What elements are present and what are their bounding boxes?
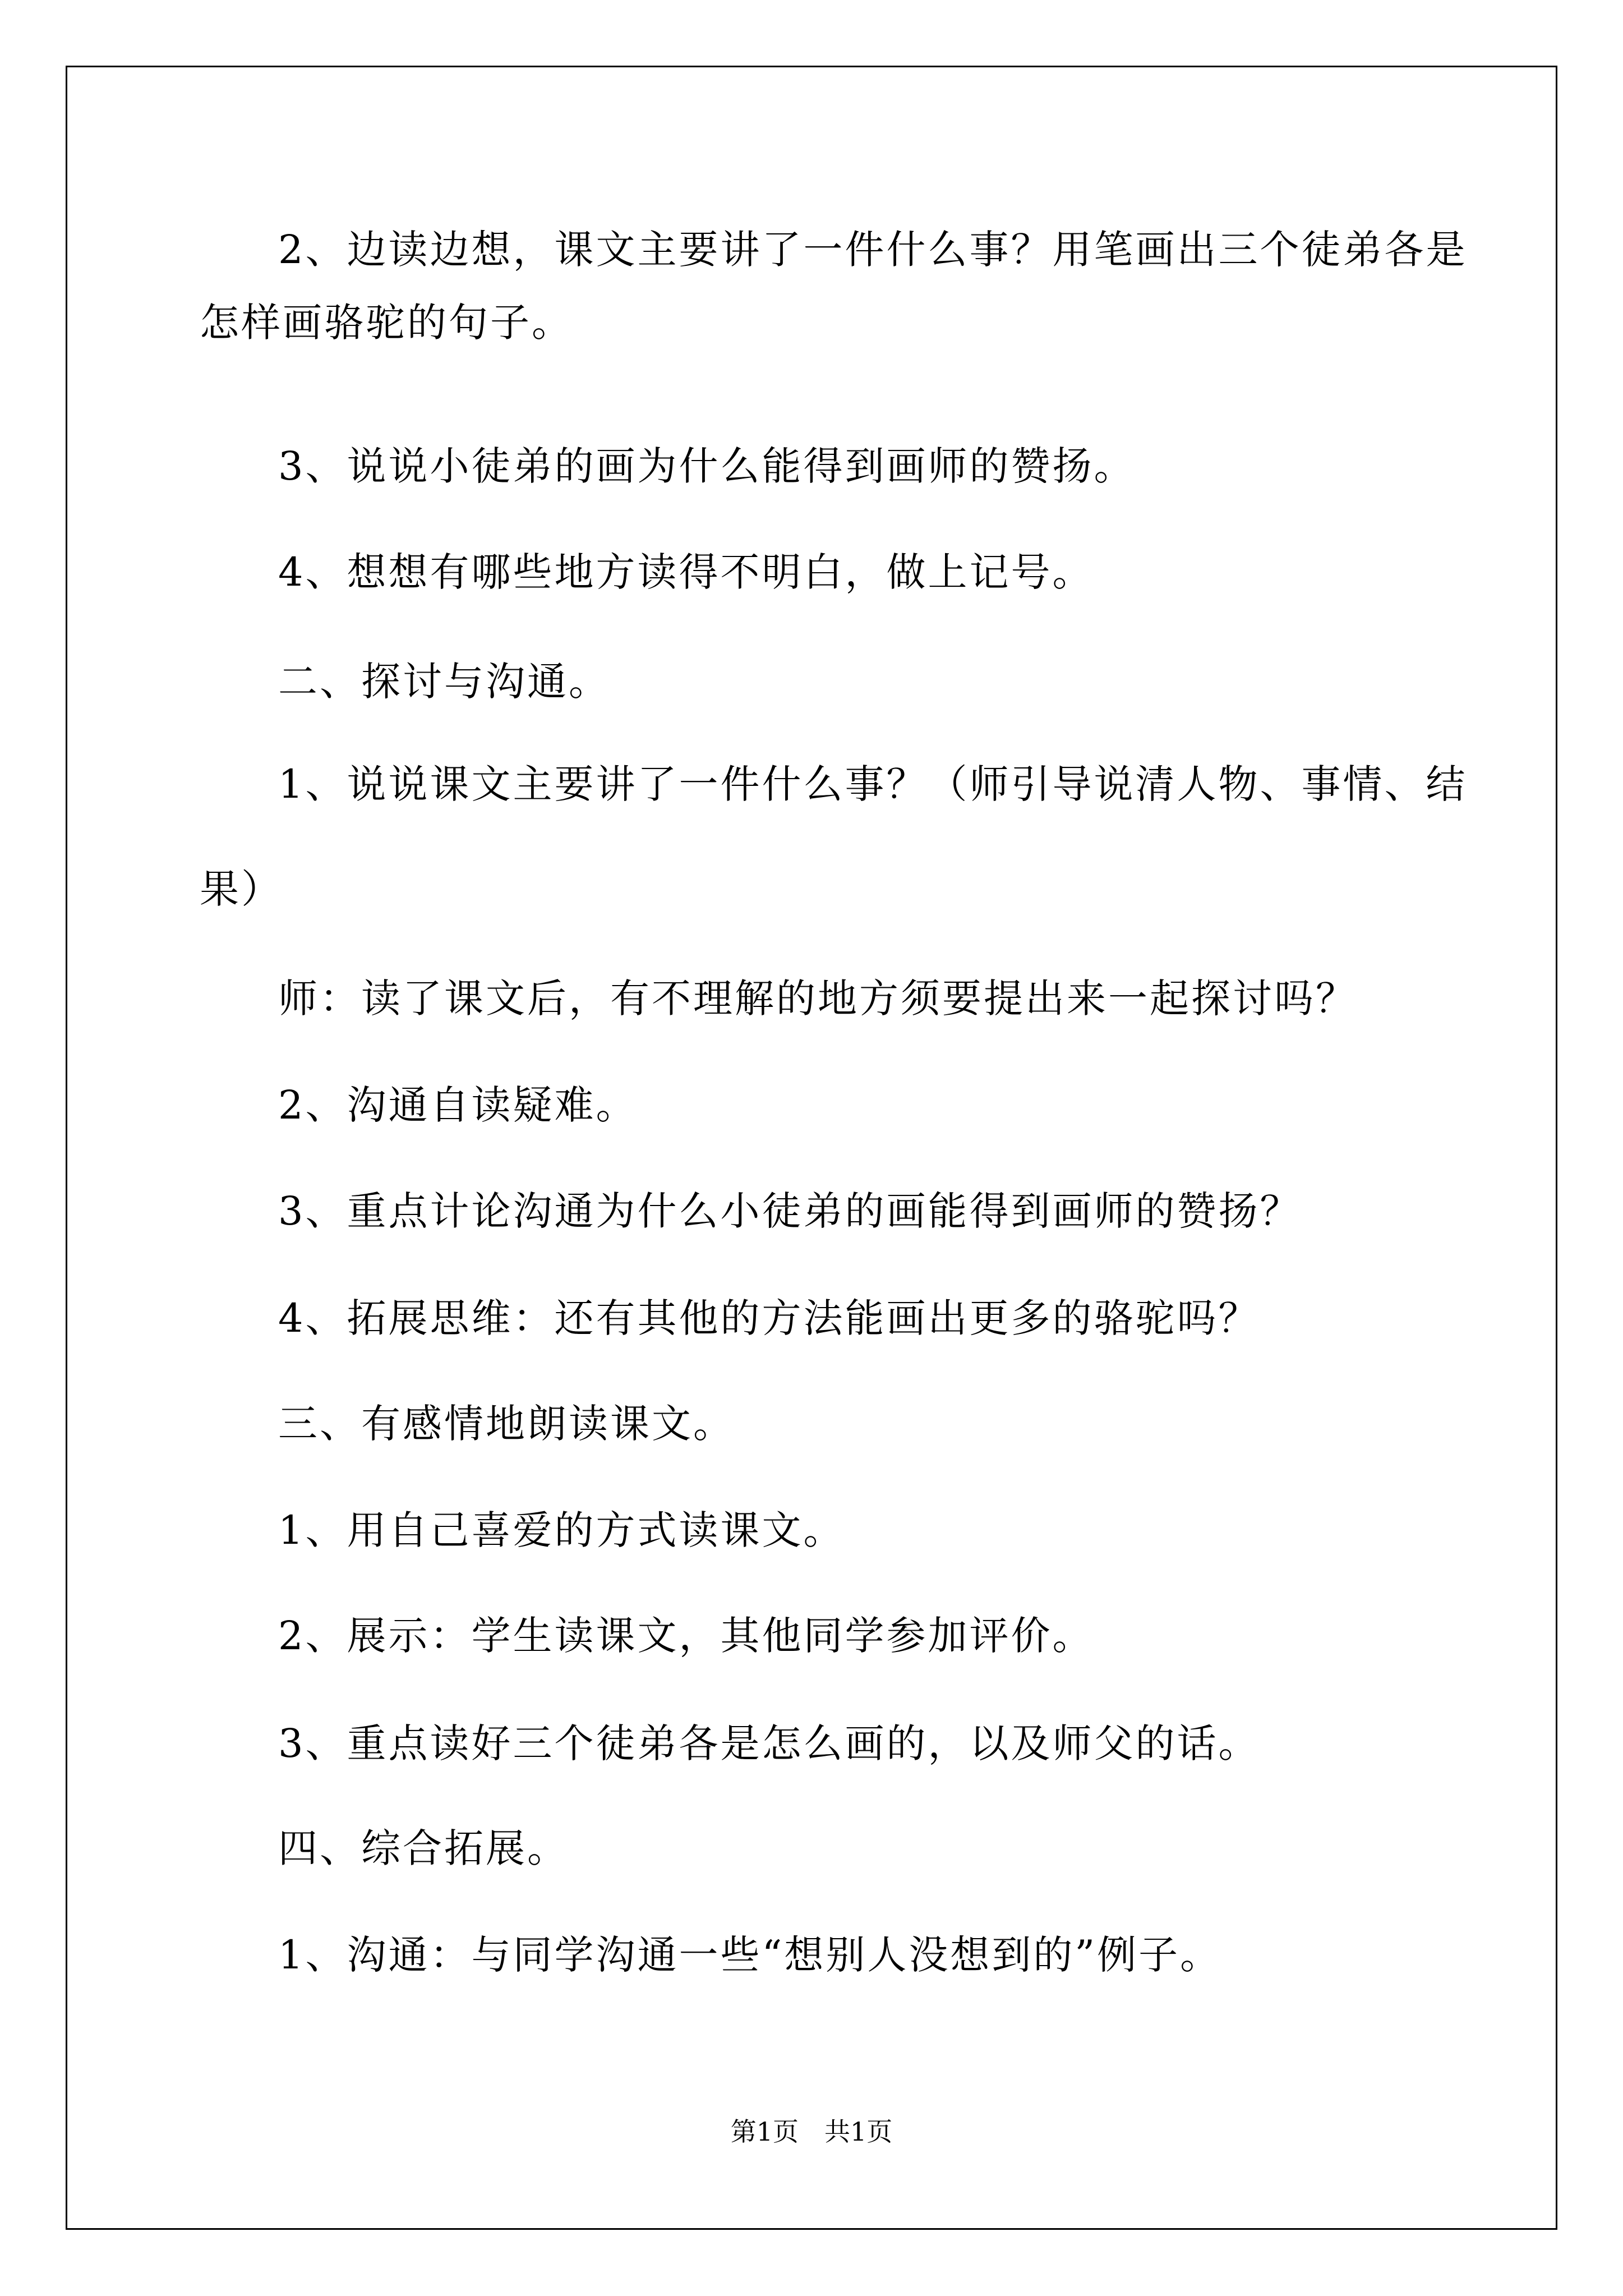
paragraph-line: 3、重点计论沟通为什么小徒弟的画能得到画师的赞扬？	[278, 1188, 1302, 1234]
section-heading: 四、综合拓展。	[278, 1825, 569, 1871]
page-border	[66, 66, 1557, 2230]
page-total: 共1页	[824, 2116, 893, 2147]
page-footer	[0, 2115, 1623, 2148]
paragraph-line: 4、拓展思维：还有其他的方法能画出更多的骆驼吗？	[278, 1295, 1260, 1341]
section-heading: 三、有感情地朗读课文。	[278, 1401, 735, 1447]
paragraph-line: 2、展示：学生读课文，其他同学参加评价。	[278, 1613, 1094, 1659]
paragraph-line: 3、说说小徒弟的画为什么能得到画师的赞扬。	[278, 443, 1136, 489]
paragraph-line: 2、沟通自读疑难。	[278, 1082, 638, 1128]
paragraph-line: 1、沟通：与同学沟通一些“想别人没想到的”例子。	[278, 1932, 1222, 1978]
paragraph-line: 果）	[200, 866, 283, 912]
section-heading: 二、探讨与沟通。	[278, 659, 610, 705]
paragraph-line: 1、用自己喜爱的方式读课文。	[278, 1507, 845, 1553]
paragraph-line: 怎样画骆驼的句子。	[200, 300, 573, 346]
paragraph-line: 2、边读边想，课文主要讲了一件什么事？用笔画出三个徒弟各是	[278, 227, 1468, 273]
paragraph-line: 1、说说课文主要讲了一件什么事？（师引导说清人物、事情、结	[278, 761, 1468, 807]
paragraph-line: 师：读了课文后，有不理解的地方须要提出来一起探讨吗？	[278, 976, 1357, 1022]
page-number: 第1页	[730, 2116, 799, 2147]
paragraph-line: 4、想想有哪些地方读得不明白，做上记号。	[278, 549, 1094, 595]
paragraph-line: 3、重点读好三个徒弟各是怎么画的，以及师父的话。	[278, 1720, 1260, 1766]
